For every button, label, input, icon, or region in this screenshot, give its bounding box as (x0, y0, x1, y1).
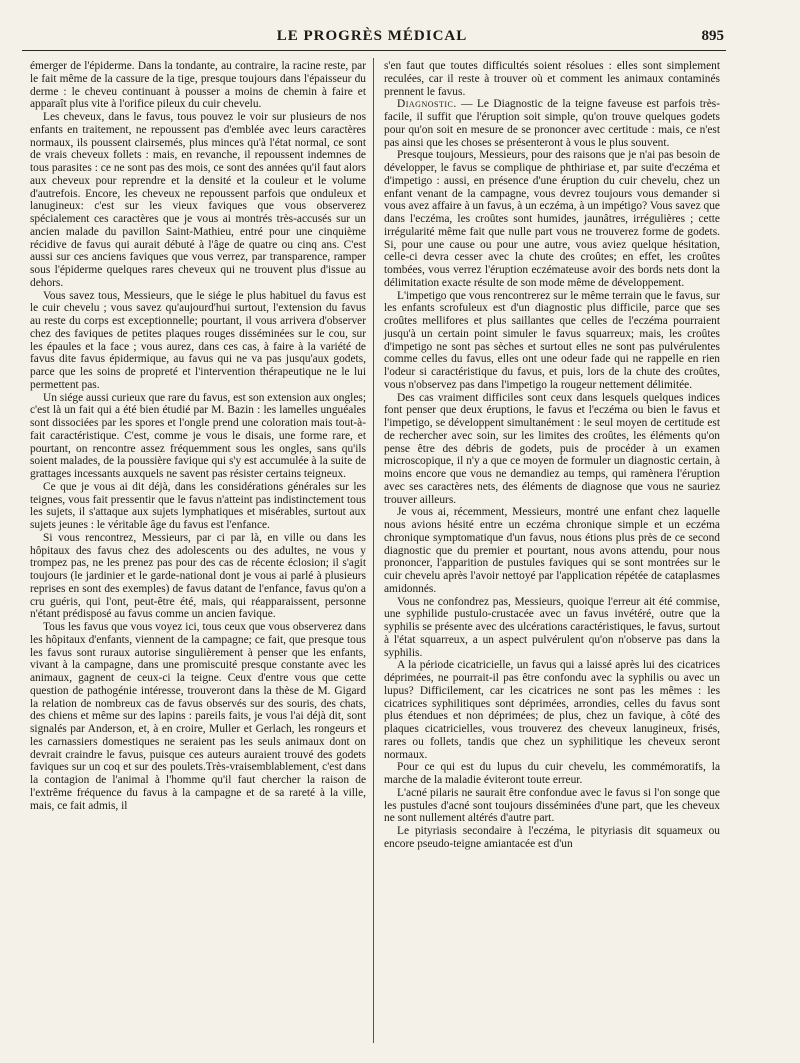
section-heading: Diagnostic. (397, 98, 457, 111)
paragraph: L'impetigo que vous rencontrerez sur le même terrain que le favus, sur les enfants scrofuleux est d'un diagnostic plus difficile, parce que ses croûtes mellifores et plus saillantes que celles de l'eczéma pourraient jusqu'à un certain point simuler le favus squarreux; mais, les croûtes d'impetigo ne sont pas sèches et surtout elles ne sont pas pulvérulentes comme celles du favus, elles ont une odeur fade qui ne rappelle en rien l'odeur si caractéristique du favus, et puis, lors de la chute des croûtes, vous n'observez pas dans l'impetigo la rougeur nettement délimitée. (384, 289, 720, 391)
paragraph: Si vous rencontrez, Messieurs, par ci par là, en ville ou dans les hôpitaux des favus chez des adolescents ou des adultes, ne vous y trompez pas, ne les prenez pas pour des cas de récente éclosion; il s'agit toujours (le jardinier et le garde-national dont je vous ai parlé à plusieurs reprises en sont des exemples) de favus datant de l'enfance, favus qu'on a cru guéris, qui l'ont, peut-être été, mais, qui réapparaissent, personne n'étant prédisposé au favus comme un ancien favique. (30, 531, 366, 621)
running-header (22, 28, 722, 50)
column-divider (373, 58, 374, 1043)
paragraph: Vous savez tous, Messieurs, que le siége le plus habituel du favus est le cuir chevelu ; vous savez qu'aujourd'hui surtout, l'extension du favus au reste du corps est exceptionnelle; pourtant, il vous arrivera d'observer chez des faviques de petites plaques rouges disséminées sur le cou, sur les épaules et la face ; vous aurez, dans ces cas, à faire à la variété de favus dite favus épidermique, au favus qui ne va pas jusqu'aux godets, parce que les soins de propreté et l'intervention thérapeutique ne le lui permettent pas. (30, 289, 366, 391)
paragraph: Tous les favus que vous voyez ici, tous ceux que vous observerez dans les hôpitaux d'enfants, viennent de la campagne; ce fait, que presque tous les favus sont ruraux autorise singulièrement à penser que les enfants, vivant à la campagne, dans une promiscuité presque constante avec les animaux, gagnent de ceux-ci la teigne. Ceux d'entre vous que cette question de pathogénie intéresse, trouveront dans la thèse de M. Gigard la relation de nombreux cas de favus observés sur des souris, des chats, des chiens et même sur des lapins : pareils faits, je vous l'ai déjà dit, sont signalés par Anderson, et, à en croire, Muller et Gerlach, les rongeurs et les carnassiers domestiques ne seraient pas les seuls animaux dont on devrait craindre le favus, puisque ces auteurs auraient trouvé des godets faviques sur un coq et sur des poulets.Très-vraisemblablement, c'est dans la contagion de l'animal à l'homme qu'il faut chercher la raison de l'extrême fréquence du favus à la campagne et de sa rareté à la ville, mais, ce fait admis, il (30, 621, 366, 812)
paragraph: émerger de l'épiderme. Dans la tondante, au contraire, la racine reste, par le fait même de la cassure de la tige, presque toujours dans l'épaisseur du derme : le cheveu continuant à pousser a moins de chemin à faire et apparaît plus vite à l'orifice pileux du cuir chevelu. (30, 60, 366, 111)
paragraph: Je vous ai, récemment, Messieurs, montré une enfant chez laquelle nous avions hésité entre un eczéma chronique simple et un eczéma chronique symptomatique d'un favus, nous étions plus près de ce second diagnostic que du premier et pourtant, nous avons attendu, pour nous prononcer, l'apparition de pustules faviques qui se sont montrées sur le cuir chevelu après l'avoir nettoyé par l'application répétée de cataplasmes amidonnés. (384, 506, 720, 595)
right-column (384, 60, 720, 851)
paragraph: L'acné pilaris ne saurait être confondue avec le favus si l'on songe que les pustules d'acné sont toujours disséminées d'une part, que les cheveux ne sont nullement altérés d'autre part. (384, 786, 720, 825)
left-column (30, 60, 366, 812)
paragraph-diagnostic (384, 98, 720, 149)
paragraph: A la période cicatricielle, un favus qui a laissé après lui des cicatrices déprimées, ne pourrait-il pas être confondu avec la syphilis ou avec un lupus? Difficilement, car les cicatrices ne sont pas les mêmes : les cicatrices syphilitiques sont déprimées, arrondies, celles du favus sont plus étendues et non déprimées; de plus, chez un favique, à côté des plaques cicatricielles, vous trouverez des cheveux lanugineux, frisés, rares ou follets, tandis que chez un syphilitique les cheveux seront normaux. (384, 659, 720, 761)
running-title: LE PROGRÈS MÉDICAL (276, 28, 468, 44)
paragraph: Pour ce qui est du lupus du cuir chevelu, les commémoratifs, la marche de la maladie éviteront toute erreur. (384, 761, 720, 786)
paragraph: Vous ne confondrez pas, Messieurs, quoique l'erreur ait été commise, une syphilide pustulo-crustacée avec un favus invétéré, outre que la syphilis se présente avec des ulcérations caractéristiques, le favus, surtout à l'état squarreux, a un aspect pulvérulent qu'on n'observe pas dans la syphilis. (384, 595, 720, 659)
page-number: 895 (701, 28, 724, 44)
paragraph: Le pityriasis secondaire à l'eczéma, le pityriasis dit squameux ou encore pseudo-teigne amiantacée est d'un (384, 825, 720, 850)
paragraph: Les cheveux, dans le favus, tous pouvez le voir sur plusieurs de nos enfants en traitement, ne repoussent pas d'emblée avec leurs caractères normaux, ils poussent clairsemés, plus minces qu'à l'état normal, ce sont de vrais cheveux follets : mais, en revanche, il repoussent indemnes de tous parasites : ce ne sont pas des mois, ce sont des années qu'il faut alors aux cheveux pour reprendre et la densité et la couleur et le volume d'autrefois. Encore, les cheveux ne repoussent parfois que onduleux et lanugineux: c'est sur les vieux faviques que vous observerez spécialement ces caractères que je vous ai montrés très-accusés sur un ancien malade du pavillon Saint-Mathieu, entré pour une cinquième récidive de favus qui aurait débuté à l'âge de quatre ou cinq ans. C'est aussi sur ces anciens faviques que vous verrez, par transparence, ramper sous l'épiderme quelques rares cheveux qui ne trouvent plus d'issue au dehors. (30, 111, 366, 289)
paragraph: Presque toujours, Messieurs, pour des raisons que je n'ai pas besoin de développer, le favus se complique de phthiriase et, par suite d'eczéma et d'impetigo : aussi, en présence d'une éruption du cuir chevelu, chez un enfant venant de la campagne, vous devrez toujours vous demander si vous avez affaire à un favus, à un eczéma, à un impétigo? Vous savez que dans l'eczéma, les croûtes sont humides, jaunâtres, irrégulières ; cette irrégularité même fait que nulle part vous ne trouverez forme de godets. Si, pour une cause ou pour une autre, vous aviez quelque hésitation, celle-ci devra cesser avec la chute des croûtes; en effet, les croûtes tombées, vous verrez l'éruption eczémateuse avoir des bords nets dont la délimitation exacte résulte de son mode même de développement. (384, 149, 720, 289)
paragraph-text: — Le Diagnostic de la teigne faveuse est parfois très-facile, il suffit que l'éruption soit simple, qu'on trouve quelques godets pour qu'on soit en mesure de se prononcer avec certitude : mais, ce n'est pas ainsi que les choses se présenteront à vous le plus souvent. (384, 98, 720, 149)
paragraph: Ce que je vous ai dit déjà, dans les considérations générales sur les teignes, vous fait pressentir que le favus n'atteint pas indistinctement tous les sujets, il s'attaque aux sujets lymphatiques et misérables, surtout aux sujets jeunes : le véritable âge du favus est l'enfance. (30, 480, 366, 531)
paragraph: Un siége aussi curieux que rare du favus, est son extension aux ongles; c'est là un fait qui a été bien étudié par M. Bazin : les lamelles unguéales sont dissociées par les spores et l'ongle prend une coloration mais tout-à-fait caractéristique. C'est, comme je vous le disais, une forme rare, et pourtant, on rencontre assez fréquemment sous les ongles, sans qu'ils soient malades, de la poussière favique qui s'y est accumulée à la suite de grattages incessants auxquels ne savent pas résister certains teigneux. (30, 391, 366, 480)
header-rule (22, 50, 726, 51)
paragraph: Des cas vraiment difficiles sont ceux dans lesquels quelques indices font penser que deux éruptions, le favus et l'eczéma ou bien le favus et l'impetigo, se développent simultanément : le seul moyen de certitude est de rechercher avec soin, sur les limites des croûtes, les éléments qu'on pense être des débris de godets, puis de procéder à un examen microscopique, il n'y a que ce moyen de formuler un diagnostic certain, à moins encore que vous ne demandiez au temps, qui ramènera l'éruption avec ses caractères nets, des éléments de diagnose que vous ne sauriez trouver ailleurs. (384, 391, 720, 506)
paragraph: s'en faut que toutes difficultés soient résolues : elles sont simplement reculées, car il reste à trouver où et comment les animaux contaminés prennent le favus. (384, 60, 720, 98)
